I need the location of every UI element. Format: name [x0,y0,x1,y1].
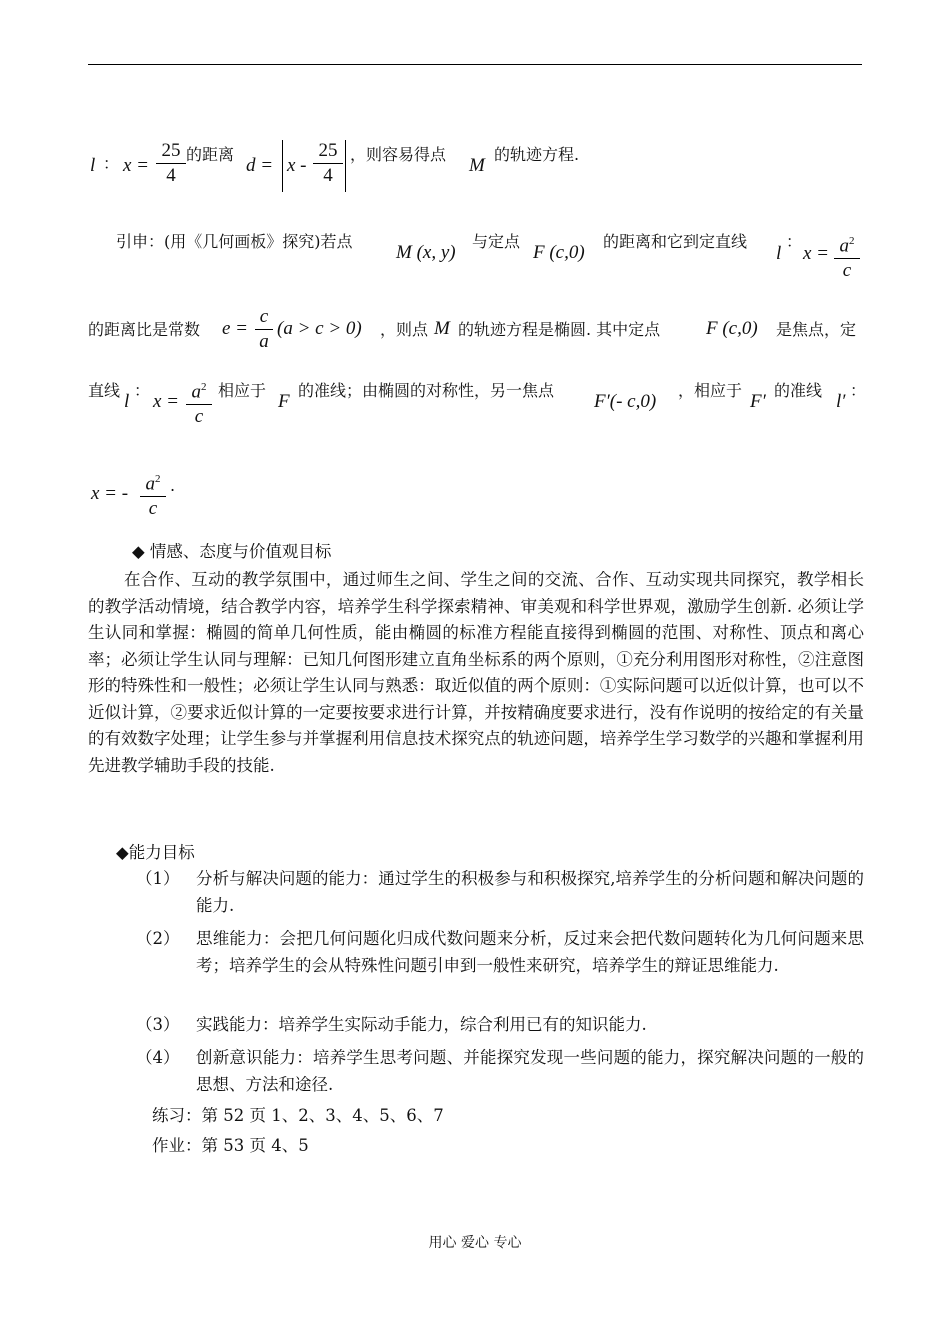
text-line: 直线 [88,381,121,400]
point-F-prime: F′(- c,0) [594,391,657,412]
symbol-l: l [90,155,96,176]
colon: ： [786,232,803,251]
e-equals: e = [222,318,249,339]
section-heading-emotion: ◆ 情感、态度与价值观目标 [132,542,332,561]
list-item-text: 分析与解决问题的能力：通过学生的积极参与和积极探究,培养学生的分析问题和解决问题的能力. [196,869,864,915]
header-rule [88,64,862,65]
text-corresponding-2: ，相应于 [678,381,743,400]
text-corresponding: 相应于 [218,381,267,400]
x-equals: x = [153,391,180,412]
text-then: ，则点 [380,320,429,339]
list-item-number: （1） [136,869,180,888]
fraction-a2-over-c: $a^2$ c [140,468,166,520]
text-locus: 的轨迹方程. [494,145,580,164]
point-F-c0: F (c,0) [533,242,585,263]
symbol-l: l [776,243,782,264]
abs-bar-right [345,140,346,192]
symbol-M: M [434,318,450,339]
list-item-text: 实践能力：培养学生实际动手能力，综合利用已有的知识能力. [196,1015,647,1034]
text-intro: 引申：(用《几何画板》探究)若点 [116,232,353,251]
list-item-number: （2） [136,929,180,948]
list-item-text: 思维能力：会把几何问题化归成代数问题来分析，反过来会把代数问题转化为几何问题来思考；培养学生的会从特殊性问题引申到一般性来研究，培养学生的辩证思维能力. [196,929,864,975]
point-F-c0: F (c,0) [706,318,758,339]
symbol-l-prime: l′ [836,391,846,412]
x-minus: x - [287,155,307,176]
text-directrix: 的准线；由椭圆的对称性，另一焦点 [298,381,555,400]
list-item-number: （4） [136,1048,180,1067]
x-equals: x = [123,155,150,176]
symbol-F-prime: F′ [750,391,766,412]
section-heading-ability: ◆能力目标 [116,843,195,862]
fraction-c-over-a: c a [255,306,273,353]
text-directrix-2: 的准线 [774,381,823,400]
page-footer: 用心 爱心 专心 [428,1235,522,1251]
text-fixed-point: 与定点 [472,232,521,251]
text-focus: 是焦点，定 [776,320,857,339]
fraction-25-over-4-abs: 25 4 [313,140,343,187]
colon: ： [103,154,120,173]
fraction-a2-over-c: $a^2$ c [186,376,212,428]
colon: ： [134,381,151,400]
text-ellipse: 的轨迹方程是椭圆. 其中定点 [458,320,661,339]
section-body-emotion: 在合作、互动的教学氛围中，通过师生之间、学生之间的交流、合作、互动实现共同探究，教学相长的教学活动情境，结合教学内容，培养学生科学探索精神、审美观和科学世界观，激励学生创新. 必须让学生认同和掌握：椭圆的简单几何性质，能由椭圆的标准方程能直接得到椭圆的范围、对称性、顶点和离心率；必须让学生认同与理解：已知几何图形建立直角坐标系的两个原则，①充分利用图形对称性，②注意图形的特殊性和一般性；必须让学生认同与熟悉：取近似值的两个原则：①实际问题可以近似计算，也可以不近似计算，②要求近似计算的一定要按要求进行计算，并按精确度要求进行，没有作说明的按给定的有关量的有效数字处理；让学生参与并掌握利用信息技术探究点的轨迹问题，培养学生学习数学的兴趣和掌握利用先进教学辅助手段的技能. [88,570,864,775]
homework-line: 作业：第 53 页 4、5 [152,1136,309,1155]
fraction-a2-over-c: $a^2$ c [834,230,860,282]
x-equals-minus: x = - [91,483,129,504]
d-equals: d = [246,155,274,176]
symbol-F: F [278,391,290,412]
list-item-text: 创新意识能力：培养学生思考问题、并能探究发现一些问题的能力，探究解决问题的一般的思想、方法和途径. [196,1048,864,1094]
period: . [170,476,176,495]
text-ratio: 的距离比是常数 [88,320,201,339]
abs-bar-left [282,140,283,192]
fraction-25-over-4: 25 4 [156,140,186,187]
symbol-l: l [124,391,130,412]
text-distance-line: 的距离和它到定直线 [603,232,748,251]
practice-line: 练习：第 52 页 1、2、3、4、5、6、7 [152,1106,444,1125]
text-then: ，则容易得点 [350,145,447,164]
condition-a-c-0: (a > c > 0) [277,318,362,339]
text-distance: 的距离 [186,145,235,164]
symbol-M: M [469,155,485,176]
list-item-number: （3） [136,1015,180,1034]
point-M-xy: M (x, y) [396,242,456,263]
x-equals: x = [803,243,830,264]
colon: ： [850,381,867,400]
